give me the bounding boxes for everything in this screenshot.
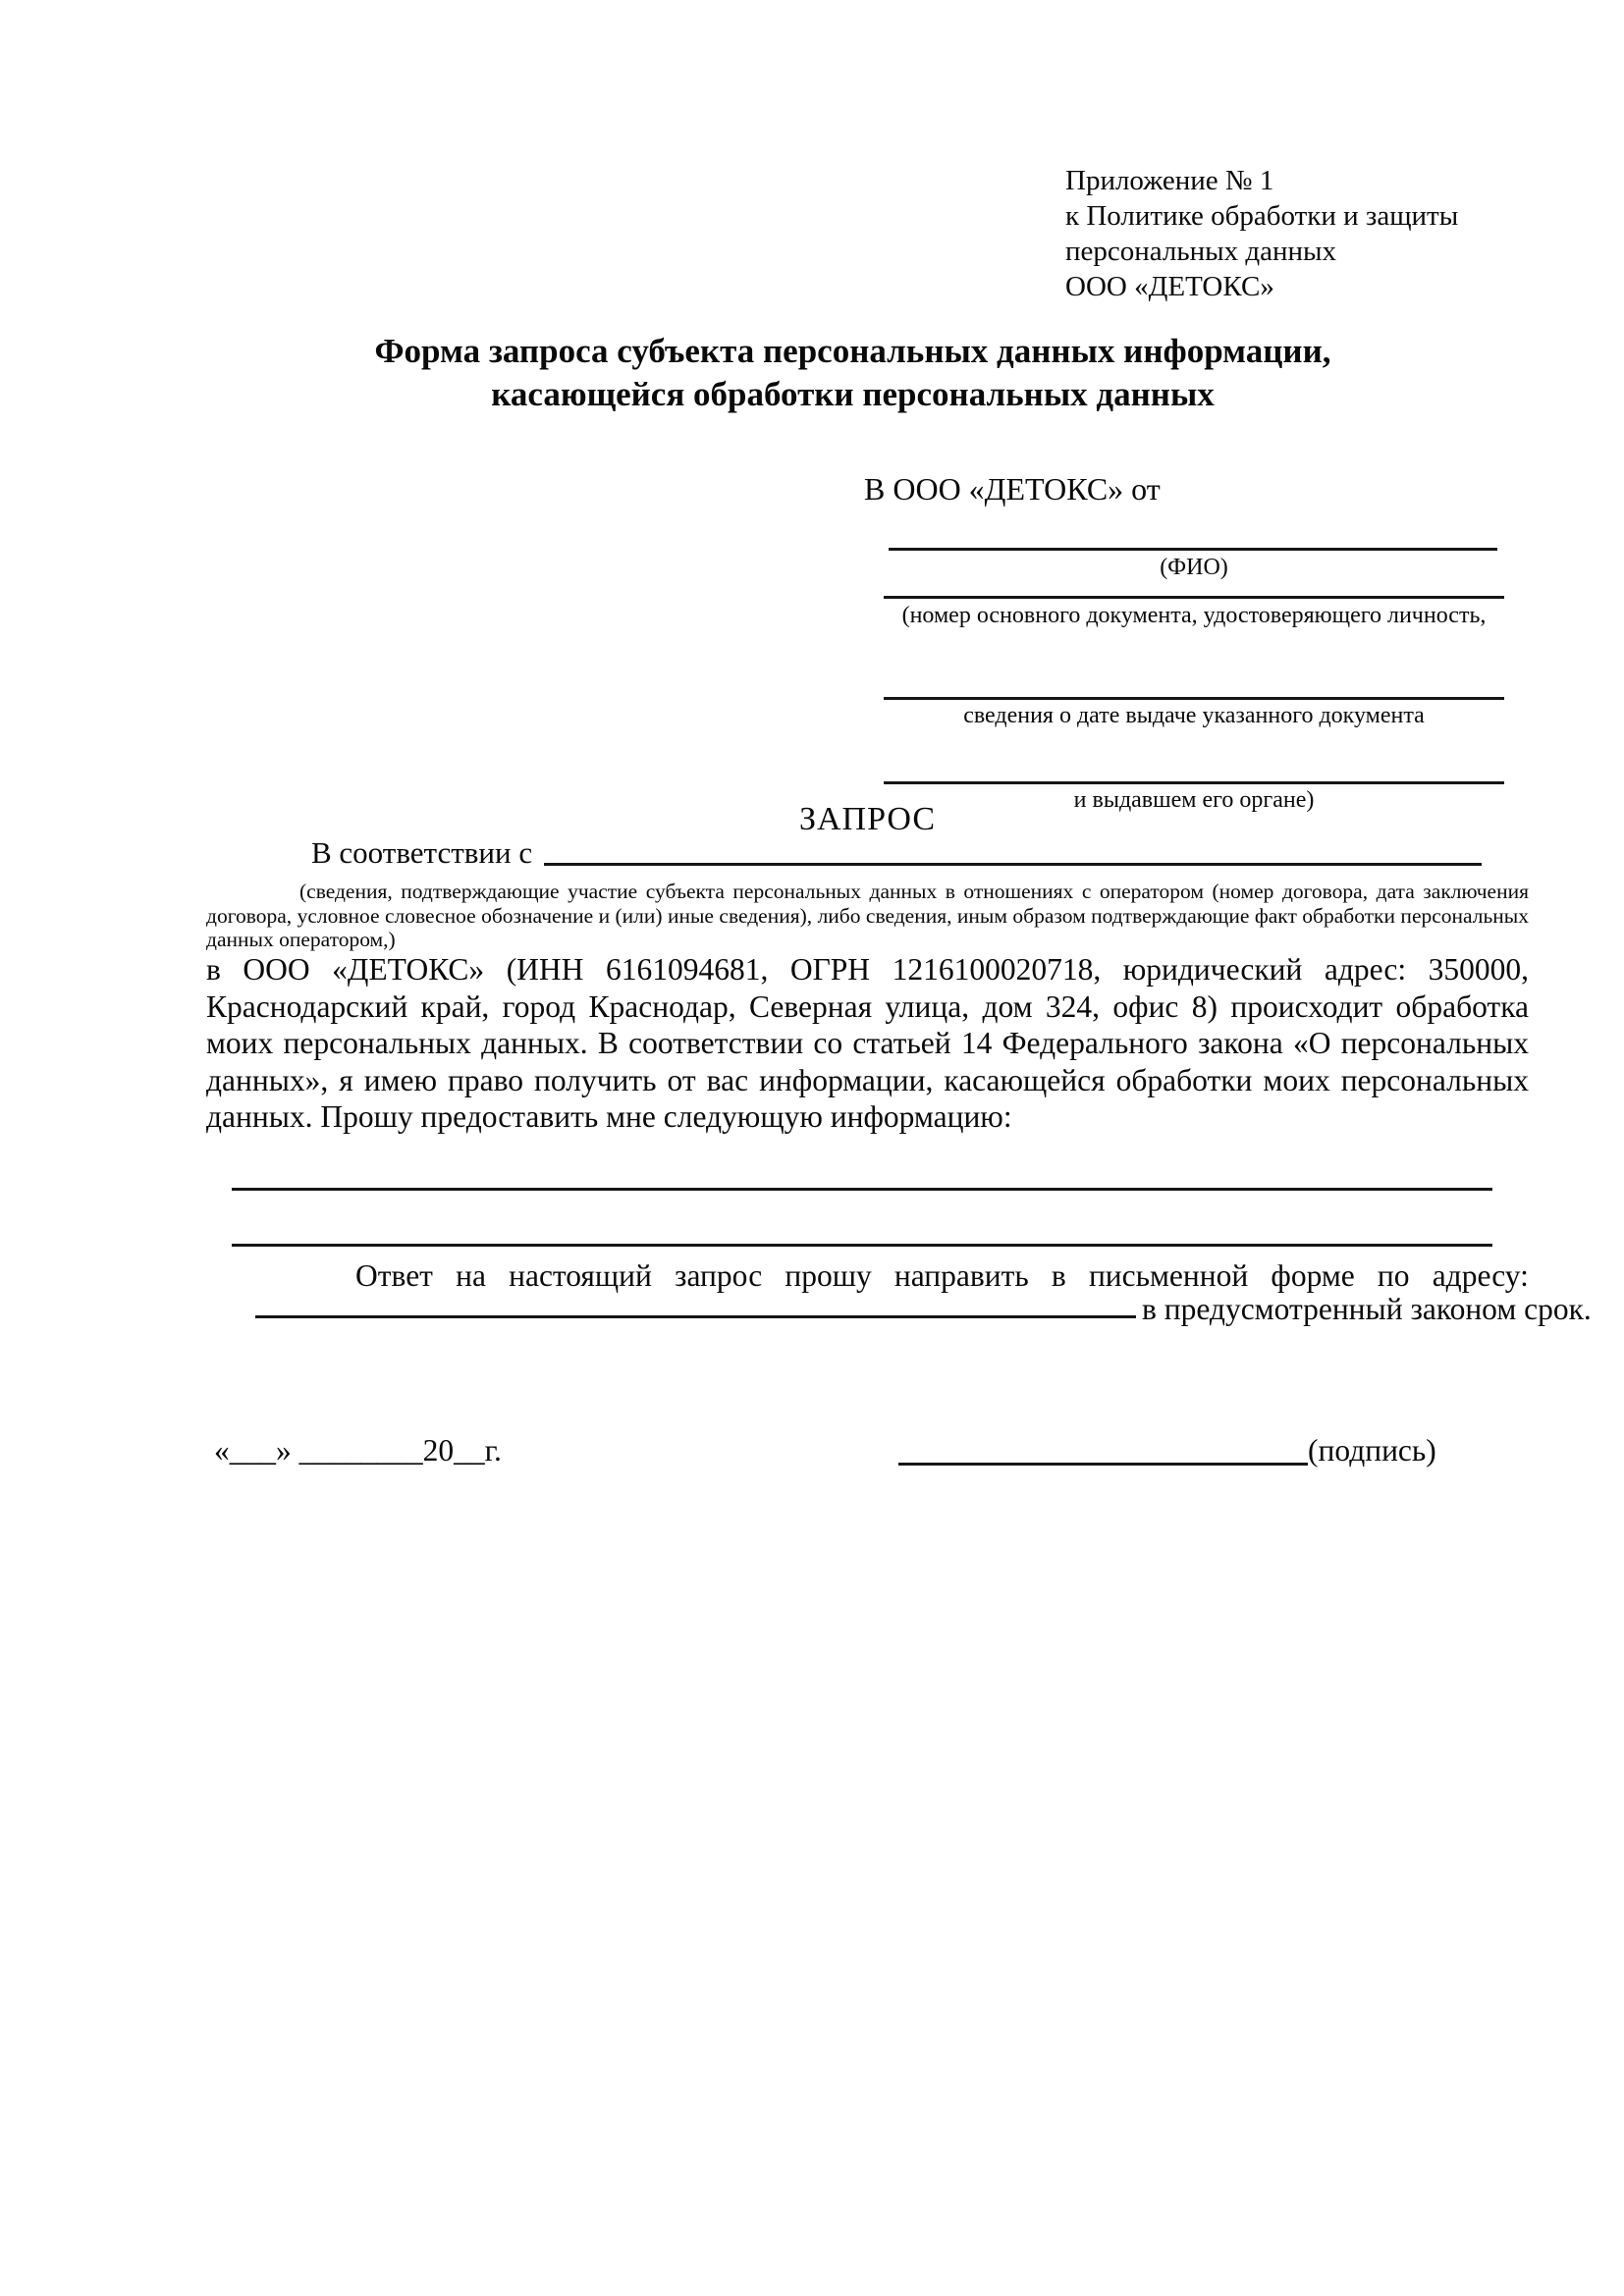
appendix-line: Приложение № 1 <box>1065 165 1274 196</box>
answer-word: запрос <box>675 1258 763 1293</box>
answer-word: настоящий <box>509 1258 652 1293</box>
accordance-label: В соответствии с <box>311 835 533 870</box>
signature-caption: (подпись) <box>1308 1433 1436 1468</box>
answer-paragraph-line-1 <box>355 1258 1529 1294</box>
accordance-field-line <box>544 863 1482 866</box>
answer-word: по <box>1377 1258 1410 1293</box>
footnote: (сведения, подтверждающие участие субъекта персональных данных в отношениях с оператором (номер договора, дата заключения договора, условное словесное обозначение и (или) иные сведения), либо сведения, иным образом подтверждающие факт обработки персональных данных оператором,) <box>206 880 1529 951</box>
issuer-caption: и выдавшем его органе) <box>1073 787 1315 813</box>
body-paragraph: в ООО «ДЕТОКС» (ИНН 6161094681, ОГРН 1216100020718, юридический адрес: 350000, Краснодарский край, город Краснодар, Северная улица, дом 324, офис 8) происходит обработка моих персональных данных. В соответствии со статьей 14 Федерального закона «О персональных данных», я имею право получить от вас информации, касающейся обработки моих персональных данных. Прошу предоставить мне следующую информацию: <box>206 952 1529 1134</box>
issue-date-caption: сведения о дате выдаче указанного документа <box>963 703 1425 728</box>
doc-number-caption: (номер основного документа, удостоверяющего личность, <box>901 603 1487 628</box>
appendix-line: к Политике обработки и защиты <box>1065 200 1459 232</box>
fio-field-line <box>889 548 1497 551</box>
answer-paragraph-line-2: в предусмотренный законом срок. <box>1142 1292 1592 1326</box>
info-request-field-line-1 <box>232 1188 1492 1191</box>
fio-caption: (ФИО) <box>1160 555 1228 580</box>
answer-word: на <box>456 1258 486 1293</box>
answer-word: письменной <box>1088 1258 1249 1293</box>
form-title-line: касающейся обработки персональных данных <box>491 375 1215 413</box>
issuer-field-line <box>884 781 1504 784</box>
answer-word: в <box>1051 1258 1066 1293</box>
form-title <box>177 330 1529 416</box>
request-heading: ЗАПРОС <box>798 801 937 837</box>
answer-word: Ответ <box>355 1258 433 1293</box>
answer-word: адресу: <box>1432 1258 1529 1293</box>
signature-field-line <box>898 1463 1308 1466</box>
address-field-line <box>255 1315 1136 1318</box>
answer-word: прошу <box>785 1258 872 1293</box>
doc-number-field-line <box>884 596 1504 599</box>
date-placeholder: «___» ________20__г. <box>214 1433 502 1468</box>
issue-date-field-line <box>884 697 1504 700</box>
appendix-line: персональных данных <box>1065 236 1337 267</box>
answer-word: направить <box>893 1258 1029 1293</box>
recipient-line: В ООО «ДЕТОКС» от <box>864 471 1161 507</box>
form-title-line: Форма запроса субъекта персональных данных информации, <box>374 332 1331 370</box>
appendix-block <box>1065 163 1458 304</box>
info-request-field-line-2 <box>232 1244 1492 1247</box>
appendix-line: ООО «ДЕТОКС» <box>1065 271 1274 302</box>
accordance-row <box>311 835 1482 871</box>
answer-word: форме <box>1271 1258 1355 1293</box>
